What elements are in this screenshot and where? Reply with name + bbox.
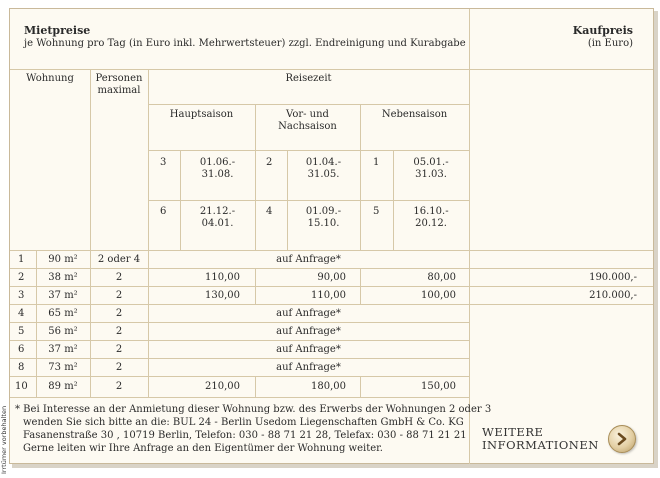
row-personen: 2 bbox=[115, 326, 123, 337]
row-on-request: auf Anfrage* bbox=[276, 326, 341, 337]
season-date-from: 05.01.- bbox=[413, 157, 449, 168]
season-date-from: 01.06.- bbox=[199, 157, 236, 168]
more-information-button[interactable] bbox=[608, 425, 636, 453]
table-title: Mietpreise bbox=[24, 24, 91, 37]
row-size: 73 m² bbox=[48, 362, 78, 373]
row-price-vor: 90,00 bbox=[317, 272, 346, 283]
more-information-link[interactable] bbox=[472, 420, 642, 458]
row-number: 4 bbox=[18, 308, 25, 319]
footnote-line: Fasanenstraße 30 , 10719 Berlin, Telefon: 030 - 88 71 21 28, Telefax: 030 - 88 71 21 21 bbox=[23, 430, 467, 441]
row-number: 8 bbox=[18, 362, 25, 373]
footnote-line: Gerne leiten wir Ihre Anfrage an den Eigentümer der Wohnung weiter. bbox=[23, 443, 383, 454]
col-hauptsaison: Hauptsaison bbox=[169, 109, 234, 120]
season-date-to: 31.08. bbox=[201, 169, 234, 180]
footnote-line: * Bei Interesse an der Anmietung dieser Wohnung bzw. des Erwerbs der Wohnungen 2 oder 3 bbox=[15, 404, 492, 415]
col-vorsaison: Vor- und bbox=[286, 109, 329, 120]
season-date-from: 01.04.- bbox=[305, 157, 342, 168]
row-personen: 2 bbox=[115, 344, 123, 355]
row-personen: 2 oder 4 bbox=[97, 254, 141, 265]
row-on-request: auf Anfrage* bbox=[276, 344, 341, 355]
row-personen: 2 bbox=[115, 308, 123, 319]
season-date-to: 31.03. bbox=[415, 169, 447, 180]
season-date-from: 21.12.- bbox=[199, 206, 236, 217]
col-personen: Personen bbox=[95, 73, 143, 84]
season-number: 6 bbox=[160, 206, 167, 217]
season-date-to: 31.05. bbox=[307, 169, 340, 180]
row-personen: 2 bbox=[115, 290, 123, 301]
row-number: 10 bbox=[15, 381, 28, 392]
footnote-line: wenden Sie sich bitte an die: BUL 24 - Berlin Usedom Liegenschaften GmbH & Co. KG bbox=[23, 417, 464, 428]
row-number: 3 bbox=[18, 290, 25, 301]
more-information-label[interactable]: WEITERE INFORMATIONEN bbox=[482, 425, 599, 452]
table-subtitle: je Wohnung pro Tag (in Euro inkl. Mehrwertsteuer) zzgl. Endreinigung und Kurabgabe bbox=[24, 38, 466, 49]
row-personen: 2 bbox=[115, 272, 123, 283]
row-size: 65 m² bbox=[48, 308, 78, 319]
row-personen: 2 bbox=[115, 381, 123, 392]
season-date-to: 20.12. bbox=[415, 218, 447, 229]
row-size: 37 m² bbox=[48, 344, 78, 355]
season-number: 5 bbox=[373, 206, 380, 217]
row-on-request: auf Anfrage* bbox=[276, 362, 341, 373]
row-price-neben: 100,00 bbox=[421, 290, 456, 301]
season-number: 4 bbox=[266, 206, 273, 217]
row-size: 56 m² bbox=[48, 326, 78, 337]
chevron-right-icon bbox=[616, 432, 628, 446]
row-price-neben: 150,00 bbox=[421, 381, 456, 392]
season-number: 2 bbox=[266, 157, 273, 168]
row-size: 90 m² bbox=[48, 254, 78, 265]
row-number: 5 bbox=[18, 326, 25, 337]
row-number: 1 bbox=[18, 254, 25, 265]
row-on-request: auf Anfrage* bbox=[276, 254, 341, 265]
row-number: 2 bbox=[18, 272, 25, 283]
kaufpreis-heading: Kaufpreis bbox=[572, 24, 633, 37]
disclaimer-side-note bbox=[0, 392, 8, 478]
season-number: 1 bbox=[373, 157, 380, 168]
row-price-haupt: 210,00 bbox=[205, 381, 240, 392]
row-price-haupt: 130,00 bbox=[205, 290, 240, 301]
disclaimer-text: Irrtümer vorbehalten bbox=[0, 405, 8, 474]
row-personen: 2 bbox=[115, 362, 123, 373]
season-date-to: 15.10. bbox=[307, 218, 340, 229]
season-date-to: 04.01. bbox=[201, 218, 234, 229]
season-number: 3 bbox=[160, 157, 167, 168]
row-kaufpreis: 210.000,- bbox=[589, 290, 637, 301]
row-size: 37 m² bbox=[48, 290, 78, 301]
col-wohnung: Wohnung bbox=[26, 73, 74, 84]
season-date-from: 01.09.- bbox=[305, 206, 342, 217]
row-kaufpreis: 190.000,- bbox=[589, 272, 637, 283]
row-price-vor: 180,00 bbox=[311, 381, 346, 392]
col-nebensaison: Nebensaison bbox=[381, 109, 448, 120]
col-reisezeit: Reisezeit bbox=[285, 73, 332, 84]
kaufpreis-unit: (in Euro) bbox=[587, 38, 633, 49]
row-size: 89 m² bbox=[48, 381, 78, 392]
row-number: 6 bbox=[18, 344, 25, 355]
row-price-neben: 80,00 bbox=[427, 272, 456, 283]
row-size: 38 m² bbox=[48, 272, 78, 283]
season-date-from: 16.10.- bbox=[413, 206, 449, 217]
row-price-haupt: 110,00 bbox=[205, 272, 240, 283]
col-nachsaison: Nachsaison bbox=[278, 121, 337, 132]
row-price-vor: 110,00 bbox=[311, 290, 346, 301]
col-personen-maximal: maximal bbox=[97, 85, 141, 96]
row-on-request: auf Anfrage* bbox=[276, 308, 341, 319]
